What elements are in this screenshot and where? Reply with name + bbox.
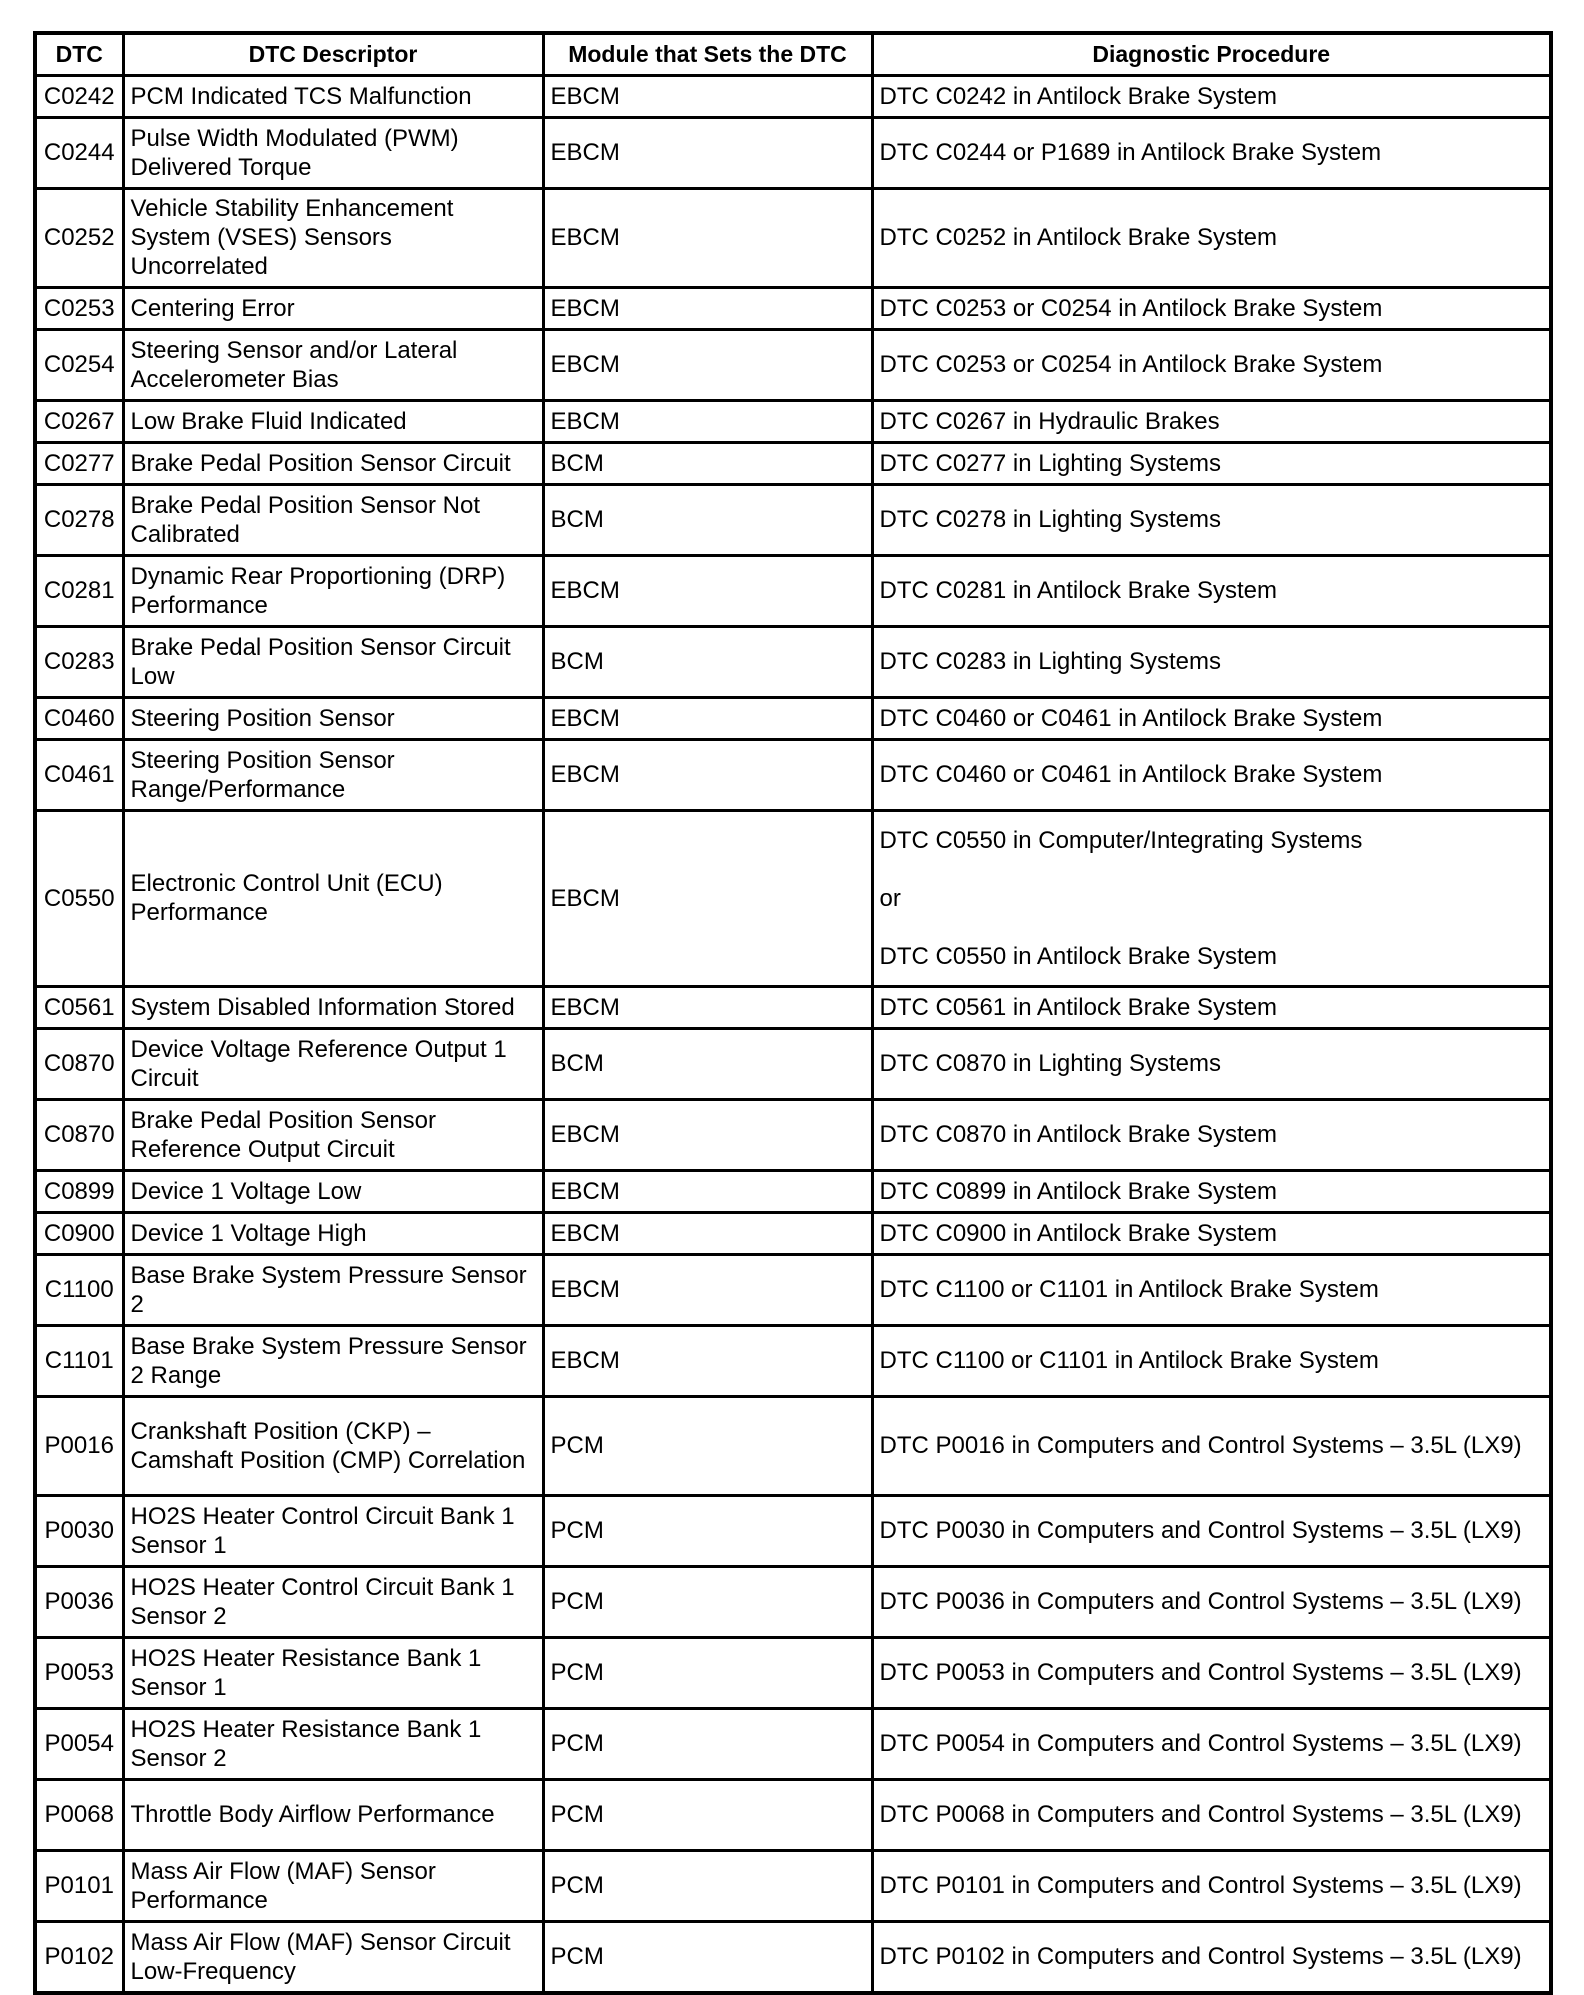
table-row [35, 1326, 1551, 1397]
dtc-descriptor: Centering Error [123, 288, 543, 330]
table-row [35, 330, 1551, 401]
dtc-module: PCM [543, 1780, 872, 1851]
dtc-module: EBCM [543, 811, 872, 987]
dtc-module: EBCM [543, 1326, 872, 1397]
table-row [35, 1171, 1551, 1213]
dtc-procedure: DTC C0561 in Antilock Brake System [872, 987, 1551, 1029]
dtc-module: EBCM [543, 189, 872, 288]
dtc-code: P0068 [35, 1780, 123, 1851]
dtc-module: EBCM [543, 698, 872, 740]
dtc-procedure: DTC C0253 or C0254 in Antilock Brake System [872, 288, 1551, 330]
dtc-code: C0870 [35, 1100, 123, 1171]
table-row [35, 698, 1551, 740]
table-row [35, 627, 1551, 698]
dtc-code: C0244 [35, 118, 123, 189]
dtc-procedure: DTC C0252 in Antilock Brake System [872, 189, 1551, 288]
table-row [35, 1709, 1551, 1780]
dtc-descriptor: Base Brake System Pressure Sensor 2 [123, 1255, 543, 1326]
procedure-alternate: DTC C0550 in Antilock Brake System [879, 942, 1277, 970]
dtc-descriptor: Dynamic Rear Proportioning (DRP) Performance [123, 556, 543, 627]
dtc-descriptor: Low Brake Fluid Indicated [123, 401, 543, 443]
table-row [35, 1213, 1551, 1255]
dtc-code: C0277 [35, 443, 123, 485]
dtc-code: P0036 [35, 1567, 123, 1638]
dtc-code: C0461 [35, 740, 123, 811]
table-row [35, 401, 1551, 443]
dtc-module: EBCM [543, 76, 872, 118]
dtc-code: C0253 [35, 288, 123, 330]
table-row [35, 1567, 1551, 1638]
dtc-module: EBCM [543, 1255, 872, 1326]
header-dtc: DTC [35, 33, 123, 76]
dtc-module: BCM [543, 1029, 872, 1100]
dtc-descriptor: Brake Pedal Position Sensor Reference Output Circuit [123, 1100, 543, 1171]
table-row [35, 740, 1551, 811]
dtc-descriptor: Brake Pedal Position Sensor Circuit [123, 443, 543, 485]
table-row [35, 811, 1551, 987]
dtc-module: EBCM [543, 1171, 872, 1213]
dtc-module: PCM [543, 1397, 872, 1496]
dtc-descriptor: Pulse Width Modulated (PWM) Delivered Torque [123, 118, 543, 189]
dtc-code: C1101 [35, 1326, 123, 1397]
dtc-code: P0054 [35, 1709, 123, 1780]
dtc-procedure: DTC C0870 in Lighting Systems [872, 1029, 1551, 1100]
dtc-code: P0102 [35, 1922, 123, 1994]
dtc-descriptor: HO2S Heater Control Circuit Bank 1 Sensor 2 [123, 1567, 543, 1638]
dtc-module: EBCM [543, 401, 872, 443]
table-row [35, 485, 1551, 556]
dtc-module: PCM [543, 1922, 872, 1994]
table-row [35, 1851, 1551, 1922]
dtc-procedure: DTC P0068 in Computers and Control Systems – 3.5L (LX9) [872, 1780, 1551, 1851]
header-module: Module that Sets the DTC [543, 33, 872, 76]
dtc-procedure: DTC C0253 or C0254 in Antilock Brake System [872, 330, 1551, 401]
dtc-procedure: DTC C0899 in Antilock Brake System [872, 1171, 1551, 1213]
dtc-module: PCM [543, 1638, 872, 1709]
dtc-descriptor: HO2S Heater Control Circuit Bank 1 Sensor 1 [123, 1496, 543, 1567]
table-row [35, 1397, 1551, 1496]
dtc-code: C0278 [35, 485, 123, 556]
dtc-code: P0101 [35, 1851, 123, 1922]
dtc-code: C0252 [35, 189, 123, 288]
dtc-descriptor: Brake Pedal Position Sensor Not Calibrated [123, 485, 543, 556]
dtc-code: C0267 [35, 401, 123, 443]
table-row [35, 1100, 1551, 1171]
dtc-code: C0561 [35, 987, 123, 1029]
table-row [35, 189, 1551, 288]
dtc-code: C0899 [35, 1171, 123, 1213]
dtc-procedure: DTC P0030 in Computers and Control Systems – 3.5L (LX9) [872, 1496, 1551, 1567]
dtc-module: PCM [543, 1851, 872, 1922]
header-descriptor: DTC Descriptor [123, 33, 543, 76]
dtc-code: C0283 [35, 627, 123, 698]
dtc-procedure: DTC C0283 in Lighting Systems [872, 627, 1551, 698]
dtc-descriptor: Device Voltage Reference Output 1 Circuit [123, 1029, 543, 1100]
dtc-module: EBCM [543, 288, 872, 330]
dtc-code: C1100 [35, 1255, 123, 1326]
dtc-table [33, 31, 1553, 1995]
dtc-descriptor: System Disabled Information Stored [123, 987, 543, 1029]
dtc-code: C0870 [35, 1029, 123, 1100]
dtc-module: PCM [543, 1496, 872, 1567]
header-procedure: Diagnostic Procedure [872, 33, 1551, 76]
table-row [35, 1638, 1551, 1709]
dtc-descriptor: Crankshaft Position (CKP) – Camshaft Position (CMP) Correlation [123, 1397, 543, 1496]
dtc-module: EBCM [543, 987, 872, 1029]
dtc-code: C0900 [35, 1213, 123, 1255]
dtc-procedure: DTC C0267 in Hydraulic Brakes [872, 401, 1551, 443]
dtc-module: EBCM [543, 330, 872, 401]
dtc-descriptor: Electronic Control Unit (ECU) Performance [123, 811, 543, 987]
dtc-module: EBCM [543, 556, 872, 627]
dtc-procedure: DTC C0281 in Antilock Brake System [872, 556, 1551, 627]
dtc-procedure: DTC C0870 in Antilock Brake System [872, 1100, 1551, 1171]
dtc-code: C0550 [35, 811, 123, 987]
dtc-descriptor: HO2S Heater Resistance Bank 1 Sensor 2 [123, 1709, 543, 1780]
dtc-descriptor: Base Brake System Pressure Sensor 2 Range [123, 1326, 543, 1397]
table-row [35, 1029, 1551, 1100]
dtc-code: P0030 [35, 1496, 123, 1567]
procedure-primary: DTC C0550 in Computer/Integrating Systems [879, 826, 1363, 854]
dtc-descriptor: HO2S Heater Resistance Bank 1 Sensor 1 [123, 1638, 543, 1709]
dtc-procedure: DTC P0054 in Computers and Control Systems – 3.5L (LX9) [872, 1709, 1551, 1780]
dtc-procedure: DTC P0016 in Computers and Control Systems – 3.5L (LX9) [872, 1397, 1551, 1496]
dtc-procedure: DTC C1100 or C1101 in Antilock Brake System [872, 1255, 1551, 1326]
dtc-procedure: DTC P0102 in Computers and Control Systems – 3.5L (LX9) [872, 1922, 1551, 1994]
dtc-module: BCM [543, 443, 872, 485]
table-row [35, 443, 1551, 485]
table-row [35, 288, 1551, 330]
dtc-procedure: DTC C0242 in Antilock Brake System [872, 76, 1551, 118]
dtc-module: BCM [543, 627, 872, 698]
dtc-descriptor: Throttle Body Airflow Performance [123, 1780, 543, 1851]
table-row [35, 1780, 1551, 1851]
dtc-code: P0016 [35, 1397, 123, 1496]
dtc-module: EBCM [543, 1213, 872, 1255]
dtc-module: BCM [543, 485, 872, 556]
dtc-module: EBCM [543, 118, 872, 189]
dtc-descriptor: Mass Air Flow (MAF) Sensor Circuit Low-Frequency [123, 1922, 543, 1994]
table-header-row [35, 33, 1551, 76]
table-row [35, 1496, 1551, 1567]
dtc-module: PCM [543, 1709, 872, 1780]
dtc-procedure: DTC C0244 or P1689 in Antilock Brake System [872, 118, 1551, 189]
dtc-descriptor: Device 1 Voltage Low [123, 1171, 543, 1213]
dtc-procedure [872, 811, 1551, 987]
dtc-descriptor: Steering Position Sensor [123, 698, 543, 740]
dtc-descriptor: Vehicle Stability Enhancement System (VSES) Sensors Uncorrelated [123, 189, 543, 288]
dtc-descriptor: Steering Sensor and/or Lateral Accelerometer Bias [123, 330, 543, 401]
table-row [35, 556, 1551, 627]
dtc-code: C0281 [35, 556, 123, 627]
dtc-code: P0053 [35, 1638, 123, 1709]
dtc-descriptor: Device 1 Voltage High [123, 1213, 543, 1255]
dtc-procedure: DTC C0460 or C0461 in Antilock Brake System [872, 698, 1551, 740]
dtc-code: C0254 [35, 330, 123, 401]
dtc-module: EBCM [543, 740, 872, 811]
dtc-procedure: DTC C0278 in Lighting Systems [872, 485, 1551, 556]
dtc-module: PCM [543, 1567, 872, 1638]
table-row [35, 1922, 1551, 1994]
table-row [35, 1255, 1551, 1326]
dtc-procedure: DTC P0053 in Computers and Control Systems – 3.5L (LX9) [872, 1638, 1551, 1709]
dtc-descriptor: Brake Pedal Position Sensor Circuit Low [123, 627, 543, 698]
dtc-procedure: DTC C1100 or C1101 in Antilock Brake System [872, 1326, 1551, 1397]
dtc-procedure: DTC P0101 in Computers and Control Systems – 3.5L (LX9) [872, 1851, 1551, 1922]
table-row [35, 76, 1551, 118]
dtc-procedure: DTC C0277 in Lighting Systems [872, 443, 1551, 485]
procedure-or: or [879, 884, 901, 912]
dtc-descriptor: Mass Air Flow (MAF) Sensor Performance [123, 1851, 543, 1922]
dtc-code: C0460 [35, 698, 123, 740]
dtc-module: EBCM [543, 1100, 872, 1171]
dtc-procedure: DTC C0900 in Antilock Brake System [872, 1213, 1551, 1255]
dtc-descriptor: Steering Position Sensor Range/Performance [123, 740, 543, 811]
dtc-code: C0242 [35, 76, 123, 118]
dtc-procedure: DTC P0036 in Computers and Control Systems – 3.5L (LX9) [872, 1567, 1551, 1638]
table-row [35, 987, 1551, 1029]
dtc-descriptor: PCM Indicated TCS Malfunction [123, 76, 543, 118]
table-row [35, 118, 1551, 189]
dtc-procedure: DTC C0460 or C0461 in Antilock Brake System [872, 740, 1551, 811]
